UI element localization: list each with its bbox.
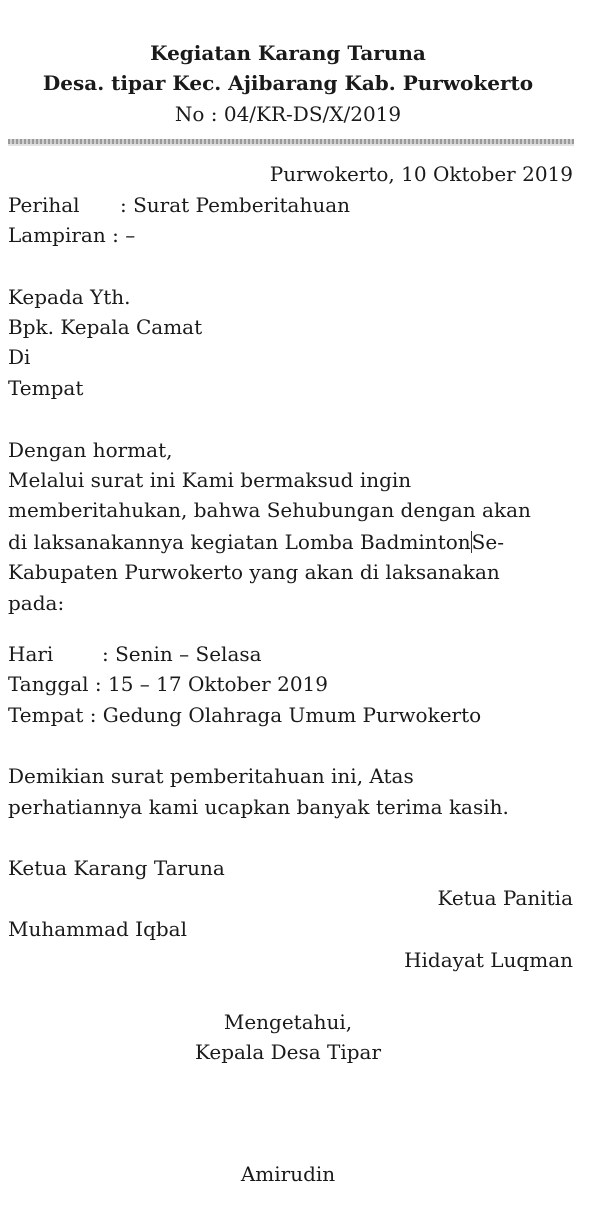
detail-tanggal: Tanggal : 15 – 17 Oktober 2019 bbox=[8, 672, 328, 696]
perihal-line bbox=[8, 195, 350, 215]
header-divider bbox=[8, 139, 574, 146]
kepala-desa-name: Amirudin bbox=[240, 1162, 336, 1186]
hari-label: Hari bbox=[8, 642, 54, 666]
recipient-line-1: Kepada Yth. bbox=[8, 285, 131, 309]
mengetahui: Mengetahui, bbox=[223, 1010, 353, 1034]
perihal-value: : Surat Pemberitahuan bbox=[120, 193, 351, 217]
kepala-desa-title: Kepala Desa Tipar bbox=[194, 1040, 382, 1064]
panitia-title: Ketua Panitia bbox=[437, 886, 573, 910]
body-line-4: Kabupaten Purwokerto yang akan di laksanakan bbox=[8, 560, 500, 584]
body-line-3-text: di laksanakannya kegiatan Lomba Badminton bbox=[8, 530, 471, 554]
header-address: Desa. tipar Kec. Ajibarang Kab. Purwokerto bbox=[42, 71, 534, 95]
letter-number: No : 04/KR-DS/X/2019 bbox=[174, 102, 402, 126]
body-line-3 bbox=[8, 531, 504, 553]
body-line-2: memberitahukan, bahwa Sehubungan dengan akan bbox=[8, 498, 531, 522]
perihal-label: Perihal bbox=[8, 193, 80, 217]
body-line-1: Melalui surat ini Kami bermaksud ingin bbox=[8, 468, 412, 492]
lampiran-line: Lampiran : – bbox=[8, 223, 136, 247]
hari-value: : Senin – Selasa bbox=[102, 642, 262, 666]
body-line-5: pada: bbox=[8, 591, 65, 615]
ketua-name: Muhammad Iqbal bbox=[8, 917, 188, 941]
ketua-title: Ketua Karang Taruna bbox=[8, 856, 225, 880]
body-line-3-end: Se- bbox=[471, 530, 504, 554]
header-organization: Kegiatan Karang Taruna bbox=[150, 41, 426, 65]
place-date: Purwokerto, 10 Oktober 2019 bbox=[269, 162, 573, 186]
closing-line-1: Demikian surat pemberitahuan ini, Atas bbox=[8, 764, 414, 788]
detail-tempat: Tempat : Gedung Olahraga Umum Purwokerto bbox=[8, 703, 482, 727]
recipient-line-3: Di bbox=[8, 345, 31, 369]
greeting: Dengan hormat, bbox=[8, 438, 173, 462]
recipient-line-2: Bpk. Kepala Camat bbox=[8, 315, 203, 339]
panitia-name: Hidayat Luqman bbox=[404, 948, 573, 972]
detail-hari bbox=[8, 644, 262, 664]
recipient-line-4: Tempat bbox=[8, 376, 84, 400]
closing-line-2: perhatiannya kami ucapkan banyak terima kasih. bbox=[8, 795, 509, 819]
